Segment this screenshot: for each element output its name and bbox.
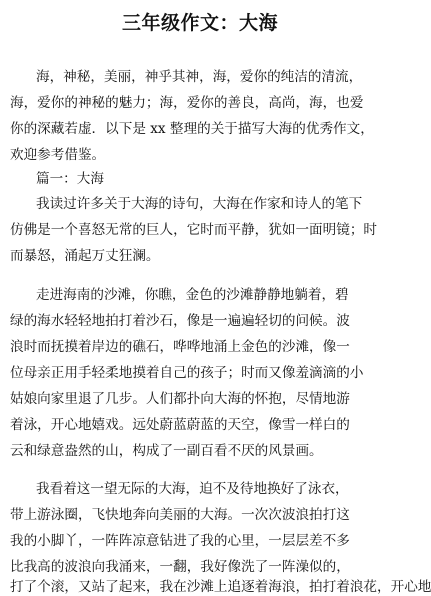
text-line: 着泳，开心地嬉戏。远处蔚蓝蔚蓝的天空，像雪一样白的 (10, 417, 350, 433)
section-heading: 篇一：大海 (36, 171, 104, 187)
text-line: 浪时而抚摸着岸边的礁石，哗哗地涌上金色的沙滩，像一 (10, 339, 350, 355)
text-line: 我读过许多关于大海的诗句，大海在作家和诗人的笔下 (36, 196, 363, 212)
text-line: 云和绿意盎然的山，构成了一副百看不厌的风景画。 (10, 443, 323, 459)
text-line: 我的小脚丫，一阵阵凉意钻进了我的心里，一层层差不多 (10, 533, 350, 549)
document-title: 三年级作文：大海 (121, 12, 278, 34)
text-line: 走进海南的沙滩，你瞧，金色的沙滩静静地躺着，碧 (36, 287, 349, 303)
text-line: 位母亲正用手轻柔地摸着自己的孩子；时而又像羞滴滴的小 (10, 365, 364, 381)
text-line: 你的深藏若虚．以下是 xx 整理的关于描写大海的优秀作文， (10, 121, 374, 137)
text-line: 海，神秘，美丽，神乎其神，海，爱你的纯洁的清流， (36, 69, 363, 85)
text-line: 我看着这一望无际的大海，迫不及待地换好了泳衣， (36, 481, 349, 497)
text-line: 姑娘向家里退了几步。人们都扑向大海的怀抱，尽情地游 (10, 391, 350, 407)
text-line: 海，爱你的神秘的魅力；海，爱你的善良，高尚，海，也爱 (10, 95, 364, 111)
text-line: 仿佛是一个喜怒无常的巨人，它时而平静，犹如一面明镜；时 (10, 222, 378, 238)
text-line: 欢迎参考借鉴。 (10, 147, 106, 163)
text-line: 比我高的波浪向我涌来，一翻，我好像洗了一阵澡似的， (10, 559, 350, 575)
text-line: 带上游泳圈，飞快地奔向美丽的大海。一次次波浪拍打这 (10, 507, 350, 523)
text-line: 绿的海水轻轻地拍打着沙石，像是一遍遍轻切的问候。波 (10, 313, 350, 329)
text-line-cut-off: 打了个滚，又站了起来，我在沙滩上追逐着海浪，拍打着浪花，开心地 (10, 579, 431, 595)
text-line: 而暴怒，涌起万丈狂澜。 (10, 248, 160, 264)
